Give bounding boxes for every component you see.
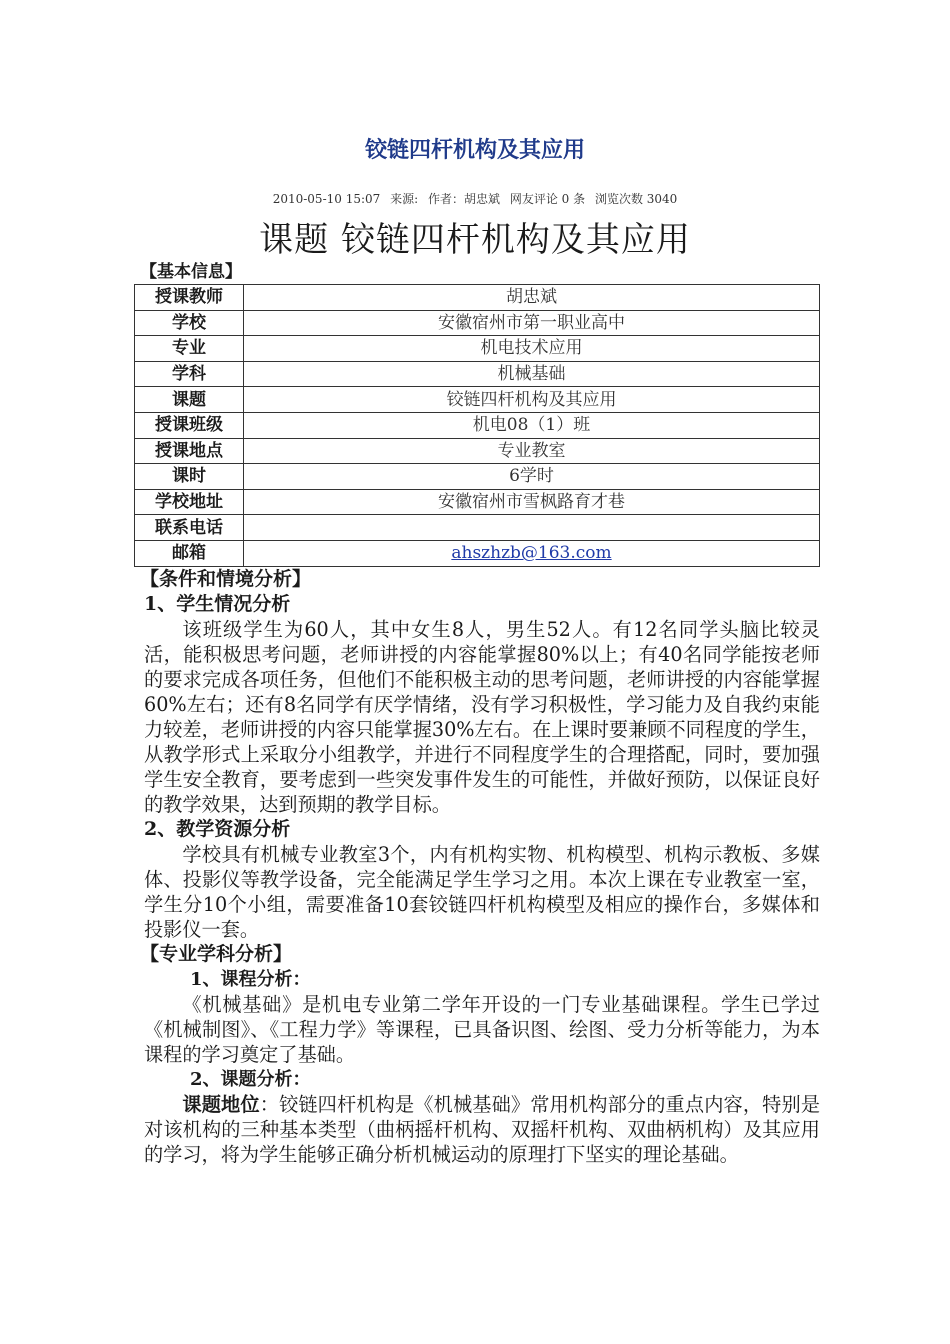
row-label: 学校地址: [135, 489, 244, 515]
row-value: 胡忠斌: [244, 285, 820, 311]
row-value: 6学时: [244, 464, 820, 490]
row-value: [244, 540, 820, 566]
table-row: [135, 336, 820, 362]
row-value: 安徽宿州市第一职业高中: [244, 310, 820, 336]
email-link[interactable]: ahszhzb@163.com: [451, 543, 612, 564]
table-row: [135, 412, 820, 438]
author: 作者：胡忠斌: [428, 192, 501, 206]
row-value: 安徽宿州市雪枫路育才巷: [244, 489, 820, 515]
table-row: [135, 310, 820, 336]
row-value: 铰链四杆机构及其应用: [244, 387, 820, 413]
position-label: 课题地位: [182, 1092, 260, 1116]
course-paragraph: 《机械基础》是机电专业第二学年开设的一门专业基础课程。学生已学过《机械制图》、《工程力学》等课程，已具备识图、绘图、受力分析等能力，为本课程的学习奠定了基础。: [144, 992, 820, 1066]
row-label: 专业: [135, 336, 244, 362]
source-label: 来源:: [390, 192, 419, 206]
resources-heading: 2、教学资源分析: [144, 817, 291, 840]
position-text: ：铰链四杆机构是《机械基础》常用机构部分的重点内容，特别是对该机构的三种基本类型（曲柄摇杆机构、双摇杆机构、双曲柄机构）及其应用的学习，将为学生能够正确分析机械运动的原理打下坚实的理论基础。: [144, 1092, 821, 1166]
publish-datetime: 2010-05-10 15:07: [272, 192, 381, 206]
table-row: [135, 515, 820, 541]
row-label: 学科: [135, 361, 244, 387]
lesson-title: 课题 铰链四杆机构及其应用: [259, 220, 691, 260]
row-value: 机电技术应用: [244, 336, 820, 362]
resources-paragraph: 学校具有机械专业教室3个，内有机构实物、机构模型、机构示教板、多媒体、投影仪等教学设备，完全能满足学生学习之用。本次上课在专业教室一室，学生分10个小组，需要准备10套铰链四杆机构模型及相应的操作台，多媒体和投影仪一套。: [144, 842, 820, 941]
row-label: 授课教师: [135, 285, 244, 311]
basic-info-table: [134, 284, 820, 567]
row-label: 授课班级: [135, 412, 244, 438]
row-label: 学校: [135, 310, 244, 336]
row-label: 联系电话: [135, 515, 244, 541]
table-row: [135, 387, 820, 413]
row-label: 课时: [135, 464, 244, 490]
table-row: [135, 438, 820, 464]
students-paragraph: 该班级学生为60人，其中女生8人，男生52人。有12名同学头脑比较灵活，能积极思考问题，老师讲授的内容能掌握80%以上；有40名同学能按老师的要求完成各项任务，但他们不能积极主动的思考问题，老师讲授的内容能掌握60%左右；还有8名同学有厌学情绪，没有学习积极性，学习能力及自我约束能力较差，老师讲授的内容只能掌握30%左右。在上课时要兼顾不同程度的学生，从教学形式上采取分小组教学，并进行不同程度学生的合理搭配，同时，要加强学生安全教育，要考虑到一些突发事件发生的可能性，并做好预防，以保证良好的教学效果，达到预期的教学目标。: [144, 617, 820, 816]
table-row: [135, 540, 820, 566]
page-title: 铰链四杆机构及其应用: [364, 137, 585, 163]
row-label: 授课地点: [135, 438, 244, 464]
row-label: 邮箱: [135, 540, 244, 566]
row-value: [244, 515, 820, 541]
row-value: 专业教室: [244, 438, 820, 464]
row-value: 机电08（1）班: [244, 412, 820, 438]
row-label: 课题: [135, 387, 244, 413]
table-row: [135, 489, 820, 515]
row-value: 机械基础: [244, 361, 820, 387]
table-row: [135, 361, 820, 387]
students-heading: 1、学生情况分析: [144, 592, 291, 615]
position-paragraph: [144, 1092, 820, 1167]
comment-count[interactable]: 网友评论 0 条: [509, 192, 586, 206]
situation-heading: 【条件和情境分析】: [140, 567, 312, 590]
table-row: [135, 464, 820, 490]
article-meta: [0, 190, 950, 207]
article-body: [140, 260, 821, 1167]
topic-heading: 2、课题分析：: [190, 1068, 311, 1090]
basic-info-heading: 【基本信息】: [140, 262, 242, 282]
view-count: 浏览次数 3040: [594, 192, 678, 206]
course-heading: 1、课程分析：: [190, 968, 311, 990]
subject-heading: 【专业学科分析】: [140, 942, 293, 965]
table-row: [135, 285, 820, 311]
